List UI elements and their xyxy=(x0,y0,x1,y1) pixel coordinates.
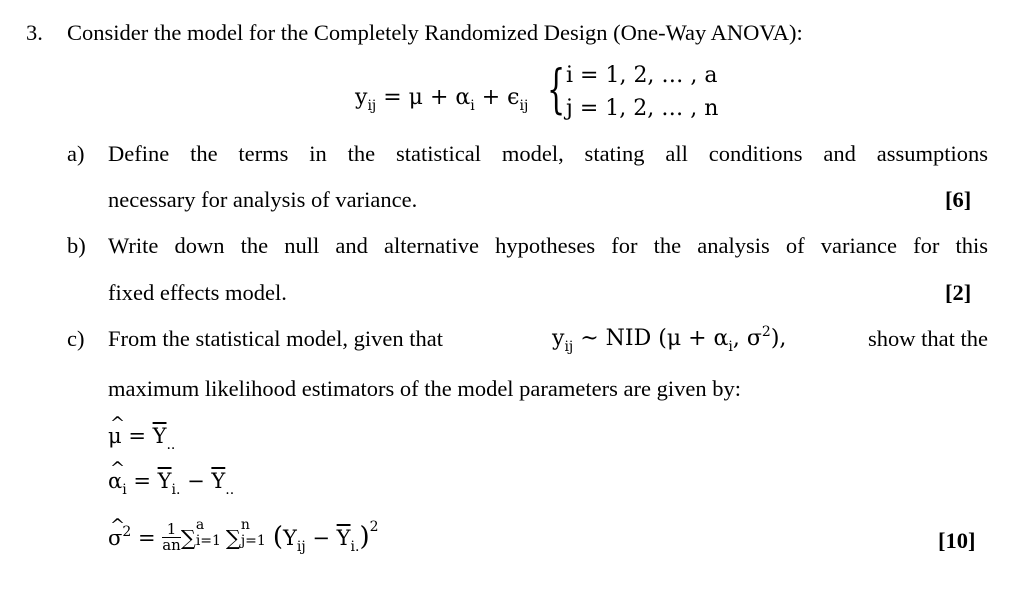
model-range-i: i = 1, 2, … , a xyxy=(566,63,718,88)
part-b-marks: [2] xyxy=(945,280,972,305)
part-b-label: b) xyxy=(67,233,86,258)
alpha-eq: = xyxy=(126,469,158,493)
sum-j: ∑ xyxy=(225,526,241,550)
sum-j-upper: n xyxy=(240,517,250,533)
y-ij-sub: ij xyxy=(296,539,306,555)
dist-mid: ~ NID (μ + α xyxy=(573,326,729,351)
question-number: 3. xyxy=(26,20,43,45)
sum-i-limits xyxy=(195,517,226,549)
part-c-line1-post: show that the xyxy=(868,326,988,351)
square-exponent: 2 xyxy=(369,519,379,535)
dist-y-sub: ij xyxy=(564,339,574,355)
mu-ybar-sub: .. xyxy=(166,437,176,453)
estimator-mu xyxy=(108,424,175,451)
alpha-ybar1: $\overline{Y}$ xyxy=(157,469,172,493)
sigma-sup: 2 xyxy=(122,524,132,540)
alpha-ybar2: $\overline{Y}$ xyxy=(211,469,226,493)
model-rhs-mid: + ϵ xyxy=(474,85,520,110)
model-rhs-pre: = μ + α xyxy=(376,85,471,110)
estimator-alpha xyxy=(108,469,234,496)
paren-open: ( xyxy=(272,522,283,552)
sum-j-limits xyxy=(240,517,273,549)
model-brace: { xyxy=(547,60,566,120)
paren-close: ) xyxy=(359,522,370,552)
y-ij: Y xyxy=(282,526,297,550)
alpha-ybar2-sub: .. xyxy=(225,482,235,498)
model-range-j: j = 1, 2, … , n xyxy=(566,96,719,121)
part-a-marks: [6] xyxy=(945,187,972,212)
part-c-distribution xyxy=(552,326,786,354)
part-a-label: a) xyxy=(67,141,85,166)
dist-sub: i xyxy=(728,339,733,355)
part-b-line2: fixed effects model. xyxy=(108,280,287,305)
fraction-numerator: 1 xyxy=(162,522,181,538)
sigma-minus: − xyxy=(305,526,337,550)
y-ibar: $\overline{Y}$ xyxy=(336,526,351,550)
sigma-hat: ^ σ xyxy=(108,526,122,550)
alpha-minus: − xyxy=(180,469,212,493)
model-rhs-sub1: i xyxy=(470,98,475,114)
part-c-line2: maximum likelihood estimators of the model parameters are given by: xyxy=(108,376,741,401)
dist-y: y xyxy=(552,326,565,351)
dist-close: ), xyxy=(770,326,787,351)
mu-eq: = xyxy=(121,424,153,448)
alpha-ybar1-sub: i. xyxy=(171,482,181,498)
part-b-line1: Write down the null and alternative hypotheses for the analysis of variance for this xyxy=(108,233,988,258)
sigma-fraction xyxy=(162,522,181,553)
part-c-label: c) xyxy=(67,326,85,351)
model-rhs-sub2: ij xyxy=(519,98,529,114)
mu-hat: ^ μ xyxy=(108,424,122,448)
question-intro: Consider the model for the Completely Randomized Design (One-Way ANOVA): xyxy=(67,20,803,45)
alpha-sub: i xyxy=(122,482,127,498)
dist-post: , σ xyxy=(732,326,762,351)
fraction-denominator: an xyxy=(162,536,181,554)
sigma-eq: = xyxy=(131,526,163,550)
y-ibar-sub: i. xyxy=(350,539,360,555)
part-c-line1-pre: From the statistical model, given that xyxy=(108,326,443,351)
model-lhs-sub: ij xyxy=(367,98,377,114)
model-lhs: y xyxy=(355,85,368,110)
sum-i: ∑ xyxy=(180,526,196,550)
part-c-marks: [10] xyxy=(938,528,976,553)
dist-sup: 2 xyxy=(761,324,771,340)
sum-i-upper: a xyxy=(195,517,205,533)
sum-j-lower: j=1 xyxy=(240,533,266,549)
model-equation xyxy=(355,85,528,113)
alpha-hat: ^ α xyxy=(108,469,122,493)
estimator-sigma xyxy=(108,517,379,555)
part-a-line1: Define the terms in the statistical model, stating all conditions and assumptions xyxy=(108,141,988,166)
mu-ybar: $\overline{Y}$ xyxy=(152,424,167,448)
part-a-line2: necessary for analysis of variance. xyxy=(108,187,418,212)
sum-i-lower: i=1 xyxy=(195,533,221,549)
